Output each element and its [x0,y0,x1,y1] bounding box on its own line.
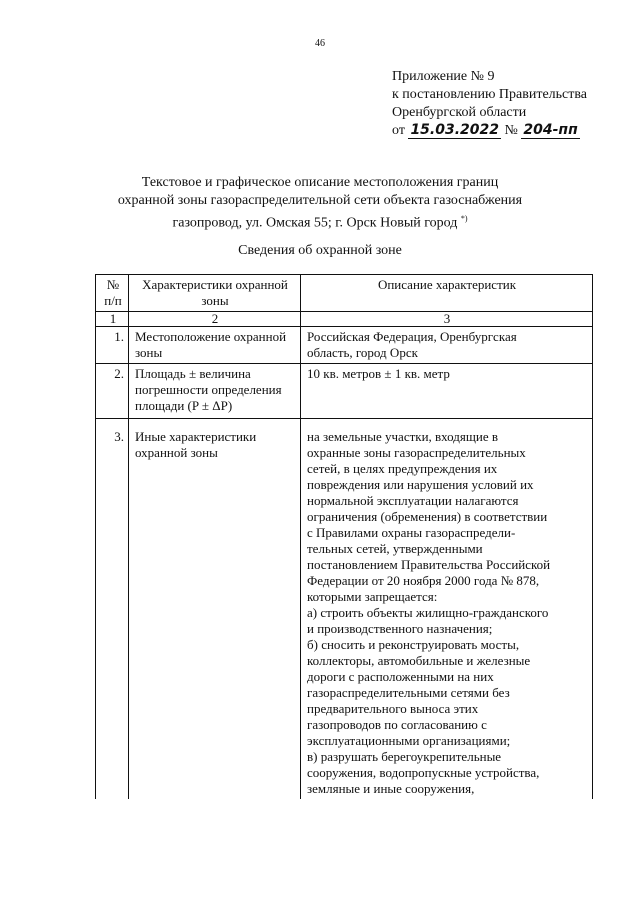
description-line: предварительного выноса этих [307,701,479,716]
description-line: и производственного назначения; [307,621,493,636]
description-line: охранные зоны газораспределительных [307,445,526,460]
table-row [96,419,593,800]
description-line: тельных сетей, утвержденными [307,541,483,556]
appendix-line-2: к постановлению Правительства [392,87,588,102]
description-line: которыми запрещается: [307,589,438,604]
description-line: 10 кв. метров ± 1 кв. метр [307,366,450,381]
description-line: а) строить объекты жилищно-гражданского [307,605,549,620]
description-line: область, город Орск [307,345,418,360]
row-number: 1. [96,327,129,364]
description-line: сетей, в целях предупреждения их [307,461,498,476]
description-line: повреждения или нарушения условий их [307,477,534,492]
row-description [301,364,593,419]
description-line: Федерации от 20 ноября 2000 года № 878, [307,573,540,588]
table-row [96,327,593,364]
description-line: б) сносить и реконструировать мосты, [307,637,520,652]
footnote-mark: *) [460,214,468,223]
title-line-1: Текстовое и графическое описание местоположения границ [141,175,499,190]
appendix-line-3: Оренбургской области [392,105,527,120]
row-characteristic: Местоположение охранной зоны [129,327,301,364]
description-line: земляные и иные сооружения, [307,781,475,796]
description-line: нормальной эксплуатации налагаются [307,493,519,508]
header-description: Описание характеристик [301,275,593,312]
row-characteristic: Площадь ± величина погрешности определения площади (P ± ΔP) [129,364,301,419]
protection-zone-table [95,274,593,799]
row-number: 3. [96,419,129,800]
handwritten-number: 204-пп [523,122,578,138]
description-line: постановлением Правительства Российской [307,557,551,572]
table-header-row [96,275,593,312]
column-number: 2 [129,312,301,327]
appendix-date-line [392,122,587,140]
column-numbers-row [96,312,593,327]
title-line-3 [80,210,560,233]
title-line-3-text: газопровод, ул. Омская 55; г. Орск Новый город [172,215,458,231]
table-row [96,364,593,419]
appendix-line-1: Приложение № 9 [392,69,495,84]
row-description [301,327,593,364]
column-number: 3 [301,312,593,327]
description-line: газопроводов по согласованию с [307,717,487,732]
page-number: 46 [315,38,325,49]
row-description [301,419,593,800]
description-line: эксплуатационными организациями; [307,733,511,748]
handwritten-date: 15.03.2022 [410,122,500,138]
section-subtitle: Сведения об охранной зоне [238,243,402,258]
date-prefix: от [392,123,405,138]
description-line: коллекторы, автомобильные и железные [307,653,531,668]
description-line: дороги с расположенными на них [307,669,494,684]
description-line: с Правилами охраны газораспредели- [307,525,516,540]
appendix-block [392,68,587,140]
document-title [80,174,560,233]
description-line: ограничения (обременения) в соответствии [307,509,548,524]
header-number: № п/п [96,275,129,312]
description-line: сооружения, водопропускные устройства, [307,765,540,780]
number-prefix: № [504,123,518,138]
title-line-2: охранной зоны газораспределительной сети объекта газоснабжения [117,193,523,208]
row-number: 2. [96,364,129,419]
description-line: в) разрушать берегоукрепительные [307,749,502,764]
header-characteristic: Характеристики охранной зоны [129,275,301,312]
row-characteristic: Иные характеристики охранной зоны [129,419,301,800]
description-line: газораспределительными сетями без [307,685,510,700]
description-line: на земельные участки, входящие в [307,429,499,444]
column-number: 1 [96,312,129,327]
description-line: Российская Федерация, Оренбургская [307,329,517,344]
